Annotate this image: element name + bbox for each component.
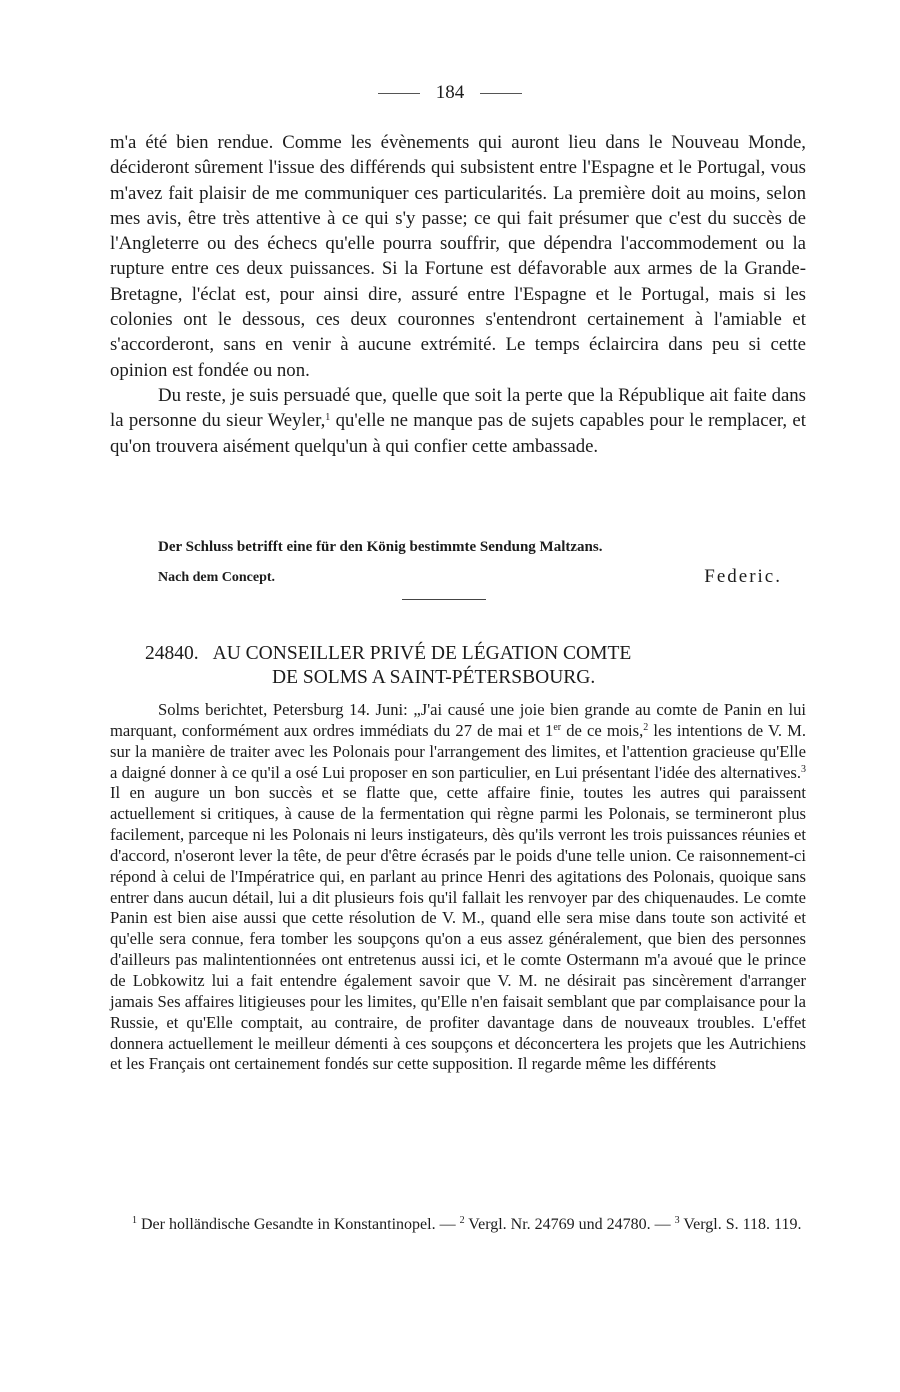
document-paragraph	[110, 700, 806, 1075]
document-text-4: Il en augure un bon succès et se flatte que, cette affaire finie, toutes les autres qui paraissent actuellement si critiques, à cause de la fermentation qui règne parmi les Polonais, se termineront plus facilement, parceque ni les Polonais ni leurs instigateurs, dès qu'ils verront les trois puissances réunies et d'accord, n'oseront lever la tête, de peur d'être écrasés par le poids d'une telle union. Ce raisonnement-ci répond à celui de l'Impératrice qui, en parlant au prince Henri des agitations des Polonais, quoique sans entrer dans aucun détail, lui a dit plusieurs fois qu'il fallait les renvoyer par des chiquenaudes. Le comte Panin est bien aise aussi que cette résolution de V. M., quand elle sera mise dans toute son activité et qu'elle sera connue, fera tomber les soupçons qu'on a eus assez généralement, que bien des personnes d'ailleurs pas malintentionnées ont entretenus aussi ici, et le comte Ostermann m'a avoué que le prince de Lobkowitz lui a fait entendre également savoir que V. M. ne désirait pas sincèrement d'arranger jamais Ses affaires litigieuses pour les limites, qu'Elle n'en faisait semblant que par complaisance pour la Russie, et qu'Elle comptait, au contraire, de profiter davantage dans de nouveaux troubles. L'effet donnera actuellement le meilleur démenti à ces soupçons et déconcertera les projets que les Autrichiens et les Français ont certainement fondés sur cette supposition. Il regarde même les différents	[110, 783, 806, 1074]
footnote-mark-3: 3	[674, 1215, 680, 1226]
letter-body	[110, 130, 806, 459]
paragraph-2-text-a: Du reste, je suis persuadé que, quelle que soit la perte que la République ait faite dans la personne du sieur Weyler,	[110, 384, 806, 432]
ordinal-suffix: er	[553, 721, 562, 733]
footnote-ref-2: 2	[643, 721, 649, 733]
heading-line-1	[145, 642, 805, 666]
heading-title-1: AU CONSEILLER PRIVÉ DE LÉGATION COMTE	[212, 643, 632, 664]
footnote-block	[110, 1214, 806, 1235]
body-paragraph-1: m'a été bien rendue. Comme les évènements qui auront lieu dans le Nouveau Monde, décideront sûrement l'issue des différends qui subsistent entre l'Espagne et le Portugal, vous m'avez fait plaisir de me communiquer ces particularités. La première doit au moins, selon mes avis, être très attentive à ce qui s'y passe; ce qui fait présumer que c'est du succès de l'Angleterre ou des échecs qu'elle pourra souffrir, que dépendra l'accommodement ou la rupture entre ces deux puissances. Si la Fortune est défavorable aux armes de la Grande-Bretagne, l'éclat est, pour ainsi dire, assuré entre l'Espagne et le Portugal, mais si les colonies ont le dessous, ces deux couronnes s'entendront certainement à l'amiable et s'accorderont, sans en venir à aucune extrémité. Le temps éclaircira dans peu si cette opinion est fondée ou non.	[110, 132, 806, 381]
document-text-1: Solms berichtet, Petersburg 14. Juni: „J'ai causé une joie bien grande au comte de Panin en lui marquant, conformément aux ordres immédiats du 27 de mai et 1	[110, 700, 806, 740]
footnote-text-3: Vergl. S. 118. 119.	[679, 1216, 802, 1233]
document-body	[110, 700, 806, 1075]
footnote-ref-1: 1	[325, 412, 331, 424]
editorial-note: Der Schluss betrifft eine für den König bestimmte Sendung Maltzans.	[158, 539, 603, 555]
source-note: Nach dem Concept.	[158, 570, 276, 585]
page-header	[0, 82, 900, 104]
footnotes	[110, 1214, 806, 1235]
document-text-2: de ce mois,	[561, 720, 644, 740]
document-number: 24840.	[145, 643, 199, 664]
footnote-text-1: Der holländische Gesandte in Konstantinopel. —	[137, 1216, 460, 1233]
paragraph-2-text-b: qu'elle ne manque pas de sujets capables pour le remplacer, et qu'on trouvera aisément quelqu'un à qui confier cette ambassade.	[110, 410, 806, 457]
heading-line-2: DE SOLMS A SAINT-PÉTERSBOURG.	[272, 667, 596, 688]
body-paragraph-2	[110, 383, 806, 459]
header-rule-right	[480, 93, 522, 94]
footnote-ref-3: 3	[801, 763, 806, 775]
footnote-text-2: Vergl. Nr. 24769 und 24780. —	[464, 1216, 675, 1233]
document-heading	[145, 642, 805, 690]
signature: Federic.	[704, 566, 782, 587]
document-text-3: les intentions de V. M. sur la manière de traiter avec les Polonais pour l'arrangement des limites, et l'attention gracieuse qu'Elle a daigné donner à ce qu'il a osé Lui proposer en son particulier, en Lui présentant l'idée des alternatives.	[110, 720, 806, 782]
footnote-mark-1: 1	[132, 1215, 137, 1226]
page-number: 184	[435, 82, 465, 103]
section-divider	[402, 599, 486, 600]
footnote-mark-2: 2	[459, 1215, 465, 1226]
header-rule-left	[378, 93, 420, 94]
signature-line	[158, 566, 782, 594]
